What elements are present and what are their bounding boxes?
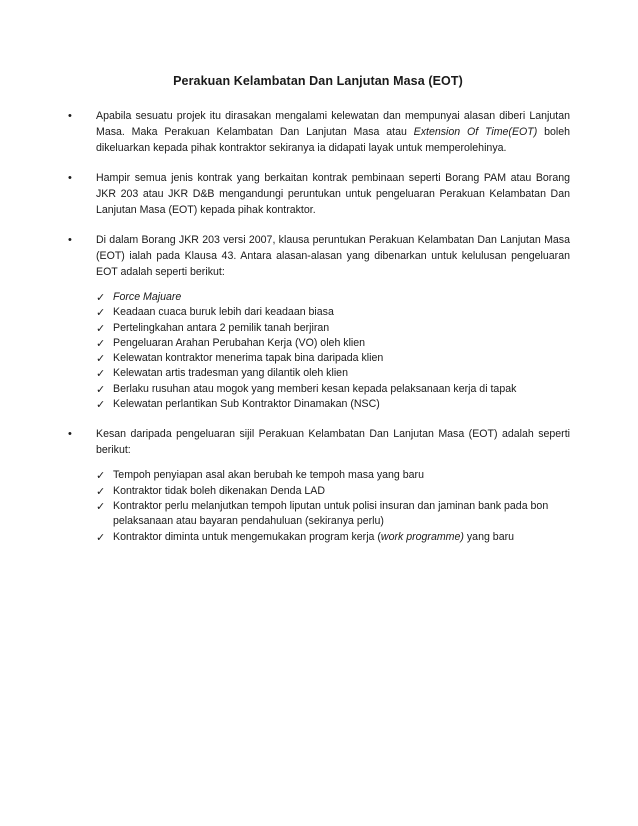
checkmark-icon: ✓ — [96, 484, 106, 498]
effects-checklist — [96, 468, 570, 544]
checkmark-icon: ✓ — [96, 382, 106, 396]
list-item — [96, 305, 570, 320]
list-item-text: Kelewatan kontraktor menerima tapak bina daripada klien — [113, 352, 384, 365]
list-item — [96, 382, 570, 397]
paragraph-text: boleh dikeluarkan kepada pihak kontraktor sekiranya ia didapati layak untuk memperolehinya. — [96, 126, 570, 154]
list-item-text: Kelewatan perlantikan Sub Kontraktor Dinamakan (NSC) — [113, 398, 380, 411]
list-item-text: Kontraktor diminta untuk mengemukakan program kerja ( — [113, 530, 381, 543]
list-item — [96, 484, 570, 499]
list-item-italic-term: work programme) — [380, 530, 464, 543]
bullet-icon: • — [68, 234, 72, 246]
list-item-text: Force Majuare — [113, 291, 182, 303]
list-item-text: Keadaan cuaca buruk lebih dari keadaan biasa — [113, 306, 334, 319]
list-item — [96, 499, 570, 530]
list-item-text: Kontraktor perlu melanjutkan tempoh liputan untuk polisi insuran dan jaminan bank pada bon pelaksanaan atau bayaran pendahuluan (sekiranya perlu) — [113, 499, 549, 528]
checkmark-icon: ✓ — [96, 367, 106, 381]
checkmark-icon: ✓ — [96, 321, 106, 335]
list-item — [96, 397, 570, 412]
list-item — [96, 351, 570, 366]
list-item — [96, 321, 570, 336]
checkmark-icon: ✓ — [96, 398, 106, 412]
checkmark-icon: ✓ — [96, 499, 106, 513]
paragraph — [96, 108, 570, 156]
list-item — [96, 336, 570, 351]
list-item-text: Kelewatan artis tradesman yang dilantik oleh klien — [113, 367, 348, 380]
paragraph-italic-term: Extension Of Time(EOT) — [413, 126, 538, 138]
checkmark-icon: ✓ — [96, 291, 106, 304]
section-eot-definition — [66, 108, 570, 156]
list-item-text: Berlaku rusuhan atau mogok yang memberi kesan kepada pelaksanaan kerja di tapak — [113, 382, 517, 395]
list-item-text: yang baru — [463, 530, 514, 543]
list-item — [96, 366, 570, 381]
bullet-icon: • — [68, 110, 72, 122]
section-eot-reasons — [66, 232, 570, 412]
bullet-icon: • — [68, 428, 72, 441]
paragraph-text: Apabila sesuatu projek itu dirasakan mengalami kelewatan dan mempunyai alasan diberi Lanjutan Masa. Maka Perakuan Kelambatan Dan Lanjutan Masa atau — [96, 110, 570, 138]
list-item-text: Kontraktor tidak boleh dikenakan Denda LAD — [113, 484, 326, 497]
list-item-text: Pengeluaran Arahan Perubahan Kerja (VO) oleh klien — [113, 336, 366, 349]
section-contract-forms — [66, 170, 570, 218]
checkmark-icon: ✓ — [96, 336, 106, 350]
list-item — [96, 290, 570, 305]
paragraph: Hampir semua jenis kontrak yang berkaitan kontrak pembinaan seperti Borang PAM atau Borang JKR 203 atau JKR D&B mengandungi peruntukan untuk pengeluaran Perakuan Kelambatan Dan Lanjutan Masa (EOT) kepada pihak kontraktor. — [96, 172, 570, 216]
list-item-text: Tempoh penyiapan asal akan berubah ke tempoh masa yang baru — [113, 469, 424, 482]
checkmark-icon: ✓ — [96, 469, 106, 483]
paragraph: Kesan daripada pengeluaran sijil Perakuan Kelambatan Dan Lanjutan Masa (EOT) adalah seperti berikut: — [96, 428, 570, 457]
section-eot-effects — [66, 426, 570, 544]
document-title: Perakuan Kelambatan Dan Lanjutan Masa (EOT) — [173, 74, 463, 88]
checkmark-icon: ✓ — [96, 306, 106, 320]
reasons-checklist — [96, 290, 570, 412]
list-item — [96, 468, 570, 483]
list-item — [96, 530, 570, 545]
bullet-icon: • — [68, 172, 72, 184]
list-item-text: Pertelingkahan antara 2 pemilik tanah berjiran — [113, 321, 330, 334]
checkmark-icon: ✓ — [96, 530, 106, 544]
checkmark-icon: ✓ — [96, 352, 106, 366]
paragraph: Di dalam Borang JKR 203 versi 2007, klausa peruntukan Perakuan Kelambatan Dan Lanjutan Masa (EOT) ialah pada Klausa 43. Antara alasan-alasan yang dibenarkan untuk kelulusan pengeluaran EOT adalah seperti berikut: — [96, 234, 570, 278]
